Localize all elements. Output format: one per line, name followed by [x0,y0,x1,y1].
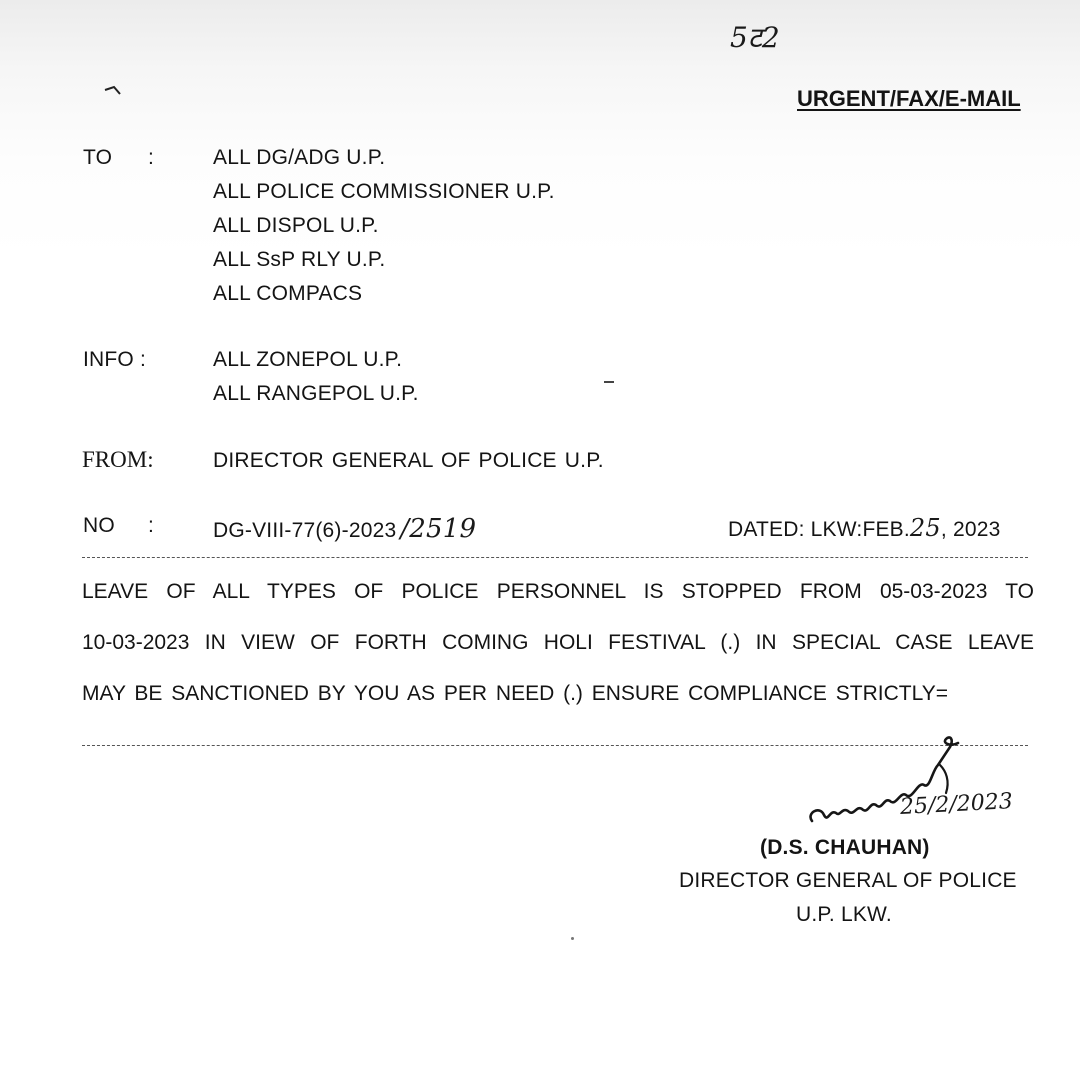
stray-dot-mark [604,381,614,383]
info-recipient: ALL RANGEPOL U.P. [213,382,419,405]
handwritten-reference-number: 5ट2 [730,21,780,54]
to-recipient: ALL DG/ADG U.P. [213,146,386,169]
reference-number-handwritten: /2519 [400,514,477,544]
signature-date: 25/2/2023 [899,789,1014,820]
dated-handwritten-day: 25 [909,514,941,542]
to-label: TO [83,146,113,169]
to-recipient: ALL POLICE COMMISSIONER U.P. [213,180,555,203]
dated-line [728,514,1000,542]
urgent-fax-email-header: URGENT/FAX/E-MAIL [797,86,1021,111]
info-label: INFO : [83,348,147,371]
to-colon: : [148,146,155,169]
message-line: MAY BE SANCTIONED BY YOU AS PER NEED (.) ENSURE COMPLIANCE STRICTLY= [82,682,948,705]
from-value: DIRECTOR GENERAL OF POLICE U.P. [213,449,604,472]
number-label: NO [83,514,115,537]
to-recipient: ALL COMPACS [213,282,363,305]
to-recipient: ALL SsP RLY U.P. [213,248,386,271]
dated-suffix: , 2023 [940,518,1001,541]
signatory-designation: DIRECTOR GENERAL OF POLICE [679,869,1017,892]
paper-speck [571,937,574,940]
from-label: FROM: [82,447,154,472]
message-line: 10-03-2023 IN VIEW OF FORTH COMING HOLI FESTIVAL (.) IN SPECIAL CASE LEAVE [82,631,1034,654]
to-recipient: ALL DISPOL U.P. [213,214,379,237]
dashed-divider-top [82,557,1028,558]
info-recipient: ALL ZONEPOL U.P. [213,348,403,371]
message-line: LEAVE OF ALL TYPES OF POLICE PERSONNEL IS STOPPED FROM 05-03-2023 TO [82,580,1034,603]
signatory-location: U.P. LKW. [796,903,892,926]
signatory-name: (D.S. CHAUHAN) [760,836,930,859]
number-colon: : [148,514,155,537]
stray-mark-icon [104,84,122,96]
reference-number [213,514,476,544]
reference-number-printed: DG-VIII-77(6)-2023 [213,519,397,542]
dated-prefix: DATED: LKW:FEB. [728,518,910,541]
